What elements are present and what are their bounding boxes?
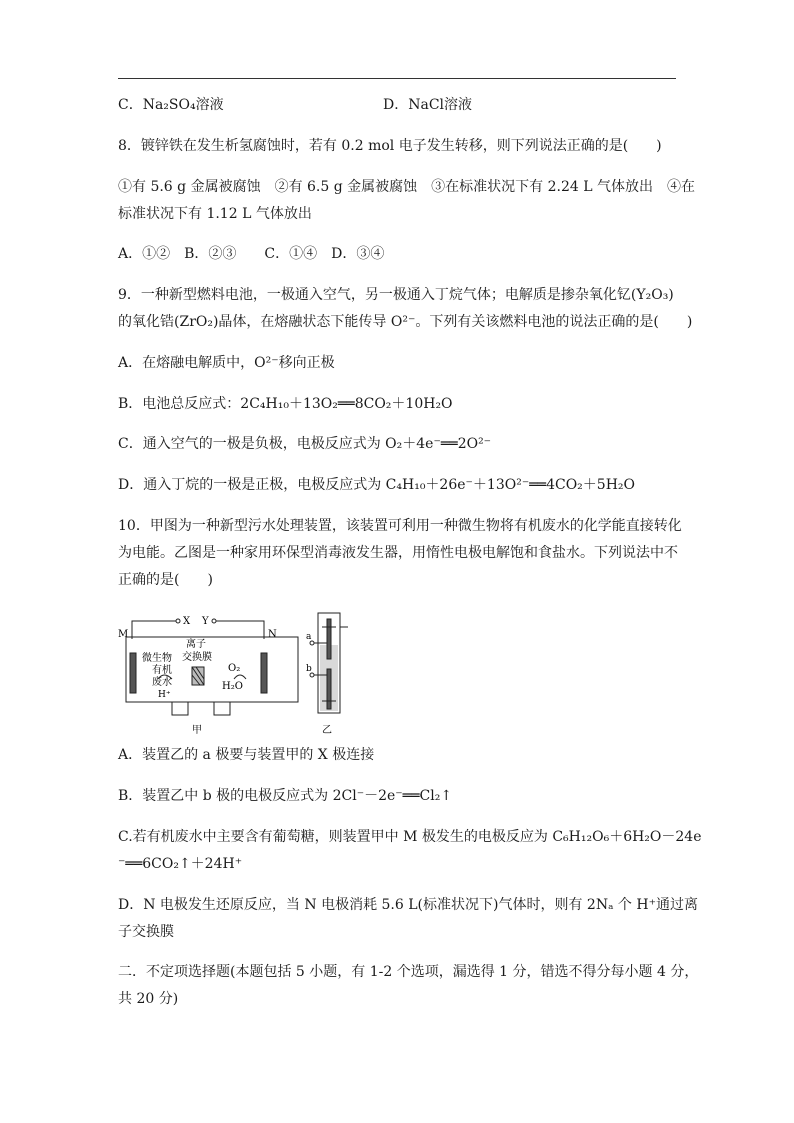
q10-option-c-line2: ⁻══6CO₂↑＋24H⁺ [118, 856, 243, 872]
jia-membrane-1: 离子 [186, 639, 206, 650]
section2-heading-line2: 共 20 分) [118, 991, 179, 1007]
q7-option-d: D．NaCl溶液 [383, 97, 473, 113]
jia-label-m: M [118, 629, 129, 640]
jia-right-1: O₂ [228, 663, 241, 674]
jia-wire-right [216, 621, 264, 639]
q8-stem: 8．镀锌铁在发生析氢腐蚀时，若有 0.2 mol 电子发生转移，则下列说法正确的是( ) [118, 138, 662, 154]
yi-label-a: a [306, 632, 312, 642]
jia-caption: 甲 [192, 725, 202, 736]
jia-label-n: N [268, 629, 277, 640]
q10-option-a: A．装置乙的 a 极要与装置甲的 X 极连接 [118, 747, 375, 763]
q10-figure-svg [118, 605, 358, 740]
electrode-n [261, 653, 267, 693]
jia-membrane-2: 交换膜 [182, 652, 212, 663]
q9-option-b: B．电池总反应式：2C₄H₁₀＋13O₂══8CO₂＋10H₂O [118, 396, 453, 412]
yi-caption: 乙 [322, 725, 332, 736]
q9-option-a: A．在熔融电解质中，O²⁻移向正极 [118, 355, 335, 371]
yi-electrode-bottom [327, 669, 331, 709]
q8-items-line2: 标准状况下有 1.12 L 气体放出 [118, 206, 312, 222]
q9-stem-line2: 的氧化锆(ZrO₂)晶体，在熔融状态下能传导 O²⁻。下列有关该燃料电池的说法正确的是( ) [118, 314, 693, 330]
jia-left-2: 有机 [152, 665, 172, 676]
q10-stem-line3: 正确的是( ) [118, 572, 213, 588]
jia-label-x: X [183, 616, 191, 627]
yi-electrode-top [327, 619, 331, 659]
q7-option-c: C．Na₂SO₄溶液 [118, 97, 224, 113]
jia-left-1: 微生物 [142, 653, 172, 664]
q10-option-b: B．装置乙中 b 极的电极反应式为 2Cl⁻－2e⁻══Cl₂↑ [118, 788, 453, 804]
device-yi [310, 613, 348, 713]
header-rule [118, 78, 676, 79]
terminal-x [176, 619, 180, 623]
jia-left-4: H⁺ [158, 690, 171, 700]
terminal-y [212, 619, 216, 623]
q8-options: A．①② B．②③ C．①④ D．③④ [118, 246, 385, 262]
q10-figure [118, 605, 358, 744]
electrode-m [130, 653, 136, 693]
q9-option-d: D．通入丁烷的一极是正极，电极反应式为 C₄H₁₀＋26e⁻＋13O²⁻══4CO₂＋5H₂O [118, 477, 635, 493]
q10-option-d-line1: D．N 电极发生还原反应，当 N 电极消耗 5.6 L(标准状况下)气体时，则有 2Nₐ 个 H⁺通过离 [118, 897, 698, 913]
section2-heading-line1: 二．不定项选择题(本题包括 5 小题，有 1-2 个选项，漏选得 1 分，错选不得分每小题 4 分， [118, 964, 699, 980]
yi-label-b: b [306, 664, 312, 674]
q8-items-line1: ①有 5.6 g 金属被腐蚀 ②有 6.5 g 金属被腐蚀 ③在标准状况下有 2.24 L 气体放出 ④在 [118, 179, 695, 195]
q10-option-c-line1: C.若有机废水中主要含有葡萄糖，则装置甲中 M 极发生的电极反应为 C₆H₁₂O₆＋6H₂O－24e [118, 829, 702, 845]
jia-left-3: 废水 [152, 677, 172, 688]
jia-wire-left [132, 621, 176, 639]
q10-option-d-line2: 子交换膜 [118, 924, 174, 940]
jia-label-y: Y [202, 616, 209, 627]
q9-option-c: C．通入空气的一极是负极，电极反应式为 O₂＋4e⁻══2O²⁻ [118, 436, 492, 452]
q9-stem-line1: 9．一种新型燃料电池，一极通入空气，另一极通入丁烷气体；电解质是掺杂氧化钇(Y₂O₃) [118, 287, 674, 303]
jia-right-2: H₂O [222, 681, 243, 692]
q10-stem-line2: 为电能。乙图是一种家用环保型消毒液发生器，用惰性电极电解饱和食盐水。下列说法中不 [118, 545, 678, 561]
q10-stem-line1: 10．甲图为一种新型污水处理装置，该装置可利用一种微生物将有机废水的化学能直接转化 [118, 518, 682, 534]
